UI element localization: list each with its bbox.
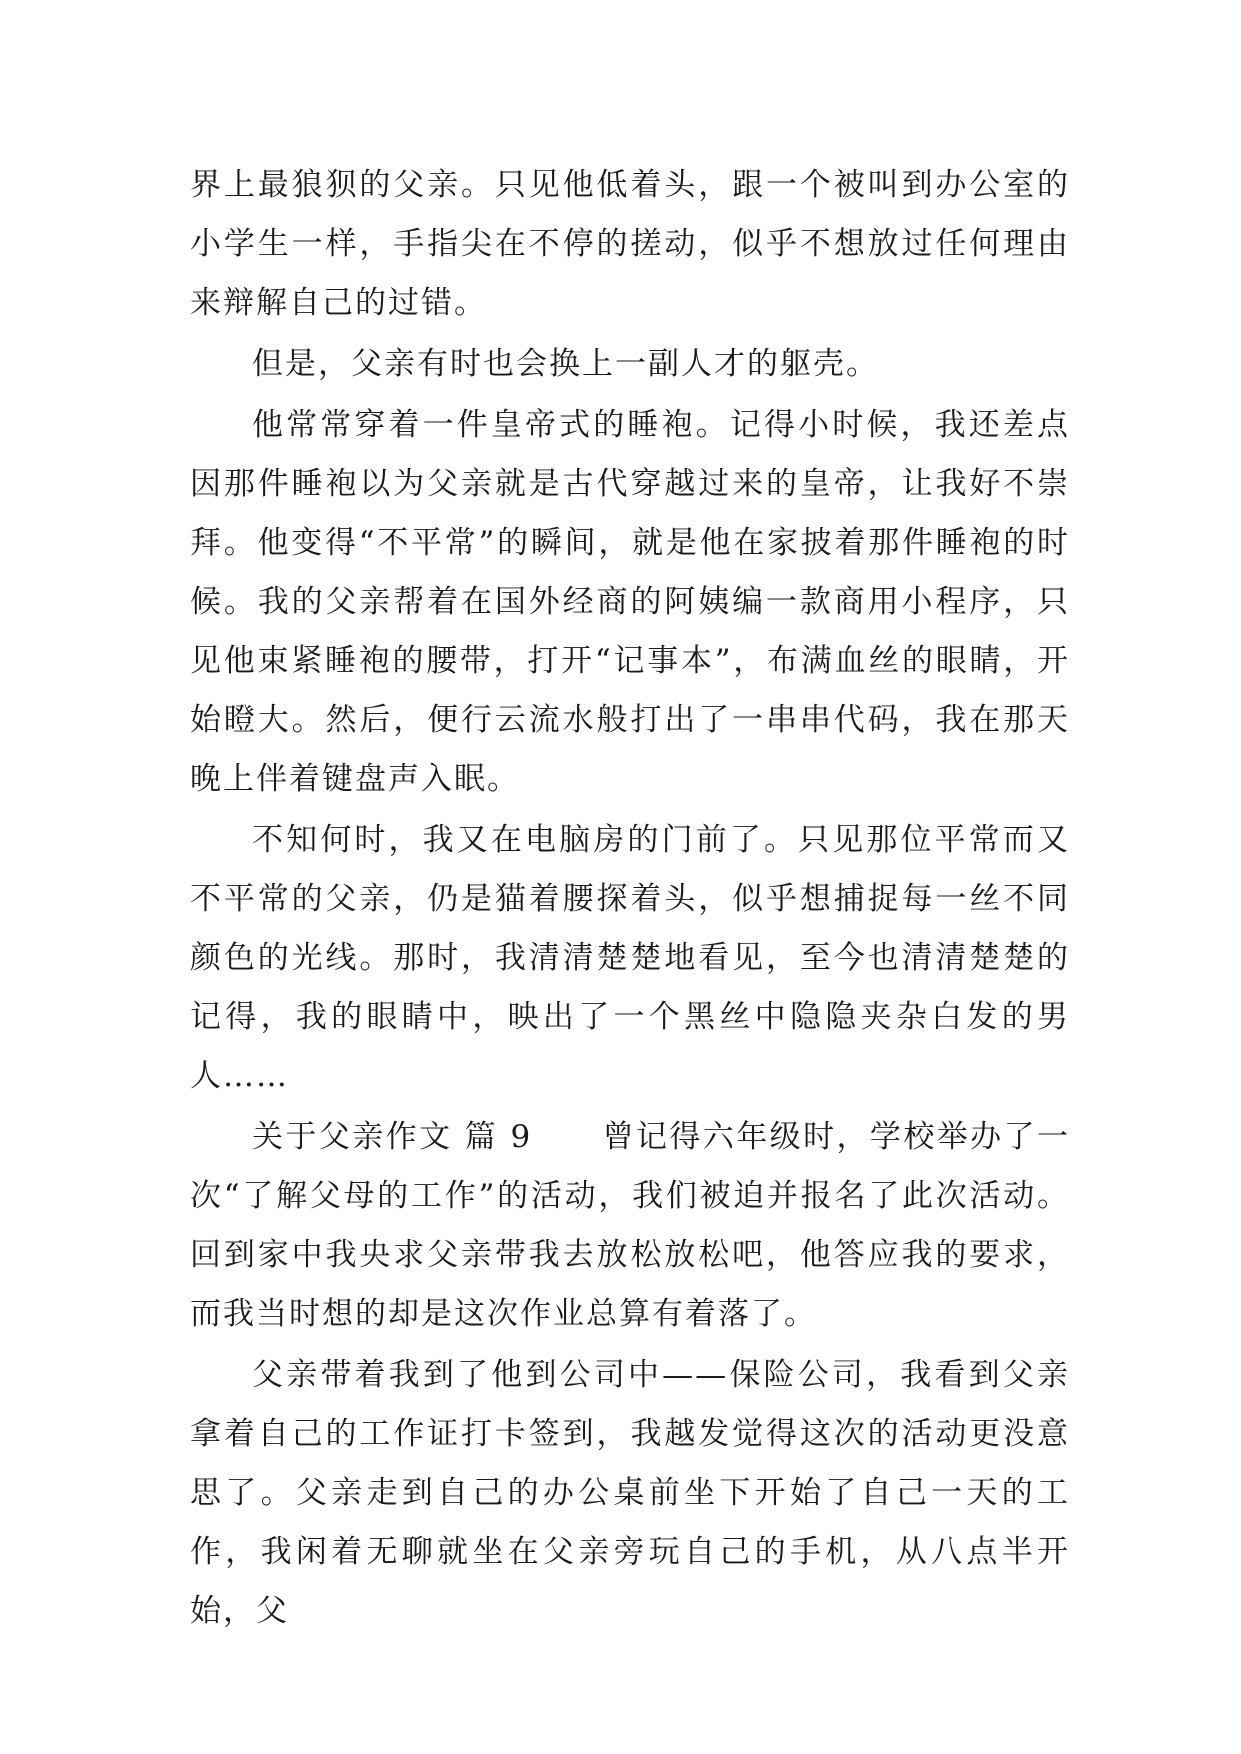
section-paragraph-text: 曾记得六年级时，学校举办了一次“了解父母的工作”的活动，我们被迫并报名了此次活动。回到家中我央求父亲带我去放松放松吧，他答应我的要求，而我当时想的却是这次作业总算有着落了。 — [190, 1119, 1071, 1332]
paragraph: 界上最狼狈的父亲。只见他低着头，跟一个被叫到办公室的小学生一样，手指尖在不停的搓动，似乎不想放过任何理由来辩解自己的过错。 — [190, 167, 1070, 321]
paragraph: 他常常穿着一件皇帝式的睡袍。记得小时候，我还差点因那件睡袍以为父亲就是古代穿越过来的皇帝，让我好不崇拜。他变得“不平常”的瞬间，就是他在家披着那件睡袍的时候。我的父亲帮着在国外经商的阿姨编一款商用小程序，只见他束紧睡袍的腰带，打开“记事本”，布满血丝的眼睛，开始瞪大。然后，便行云流水般打出了一串串代码，我在那天晚上伴着键盘声入眠。 — [190, 407, 1070, 797]
section-heading: 关于父亲作文 篇 9 — [252, 1119, 533, 1155]
paragraph: 但是，父亲有时也会换上一副人才的躯壳。 — [252, 346, 879, 382]
paragraph: 不知何时，我又在电脑房的门前了。只见那位平常而又不平常的父亲，仍是猫着腰探着头，似乎想捕捉每一丝不同颜色的光线。那时，我清清楚楚地看见，至今也清清楚楚的记得，我的眼睛中，映出了一个黑丝中隐隐夹杂白发的男人…… — [190, 822, 1070, 1094]
paragraph: 父亲带着我到了他到公司中——保险公司，我看到父亲拿着自己的工作证打卡签到，我越发觉得这次的活动更没意思了。父亲走到自己的办公桌前坐下开始了自己一天的工作，我闲着无聊就坐在父亲旁玩自己的手机，从八点半开始，父 — [190, 1357, 1070, 1629]
document-body — [190, 156, 1070, 1643]
section-paragraph — [190, 1108, 1070, 1344]
